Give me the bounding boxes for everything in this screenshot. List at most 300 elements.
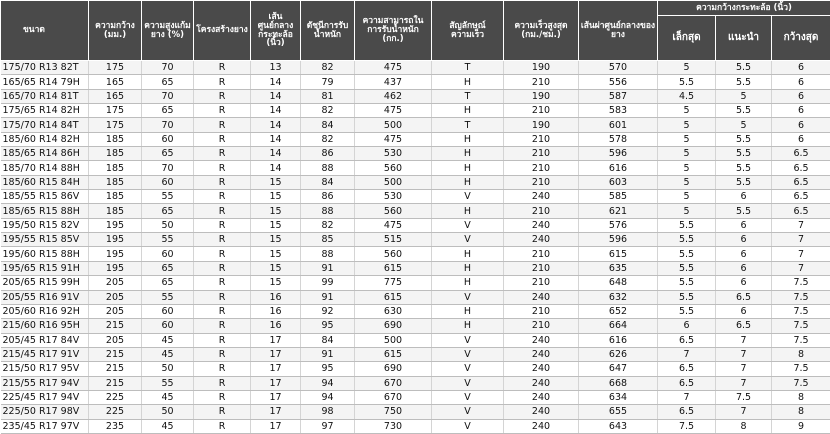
cell-size: 215/60 R16 95H [1, 319, 89, 333]
cell-rim-max: 7.5 [772, 376, 830, 390]
cell-aspect: 50 [142, 218, 194, 232]
cell-rim-diameter: 16 [251, 290, 301, 304]
cell-load-index: 88 [301, 161, 355, 175]
cell-rim-min: 6.5 [658, 333, 716, 347]
table-row [1, 118, 830, 132]
cell-construction: R [194, 175, 251, 189]
cell-size: 215/45 R17 91V [1, 347, 89, 361]
table-row [1, 75, 830, 89]
cell-rim-recommended: 7 [716, 333, 772, 347]
cell-tire-diameter: 652 [579, 304, 658, 318]
cell-size: 205/55 R16 91V [1, 290, 89, 304]
cell-load-index: 91 [301, 347, 355, 361]
cell-aspect: 50 [142, 405, 194, 419]
cell-load-capacity: 750 [355, 405, 432, 419]
cell-construction: R [194, 161, 251, 175]
cell-width: 205 [89, 276, 142, 290]
cell-tire-diameter: 583 [579, 104, 658, 118]
cell-construction: R [194, 405, 251, 419]
cell-rim-recommended: 6 [716, 276, 772, 290]
cell-rim-recommended: 5.5 [716, 175, 772, 189]
cell-aspect: 60 [142, 175, 194, 189]
cell-load-capacity: 475 [355, 218, 432, 232]
cell-rim-max: 7.5 [772, 333, 830, 347]
cell-speed-symbol: V [432, 362, 504, 376]
cell-speed-symbol: H [432, 247, 504, 261]
cell-load-index: 94 [301, 390, 355, 404]
cell-load-index: 84 [301, 118, 355, 132]
cell-rim-recommended: 6 [716, 247, 772, 261]
cell-rim-diameter: 15 [251, 233, 301, 247]
cell-rim-diameter: 17 [251, 419, 301, 433]
cell-tire-diameter: 603 [579, 175, 658, 189]
cell-rim-recommended: 8 [716, 419, 772, 433]
cell-load-capacity: 615 [355, 261, 432, 275]
header-size: ขนาด [1, 1, 89, 61]
cell-rim-max: 7.5 [772, 290, 830, 304]
cell-speed-symbol: T [432, 118, 504, 132]
cell-construction: R [194, 319, 251, 333]
cell-construction: R [194, 118, 251, 132]
cell-speed-symbol: V [432, 290, 504, 304]
cell-rim-max: 7.5 [772, 319, 830, 333]
cell-size: 185/55 R15 86V [1, 190, 89, 204]
cell-aspect: 70 [142, 161, 194, 175]
cell-size: 195/55 R15 85V [1, 233, 89, 247]
cell-construction: R [194, 132, 251, 146]
table-row [1, 218, 830, 232]
cell-rim-max: 6.5 [772, 175, 830, 189]
cell-rim-diameter: 15 [251, 190, 301, 204]
cell-rim-diameter: 15 [251, 175, 301, 189]
cell-rim-diameter: 17 [251, 405, 301, 419]
cell-rim-diameter: 15 [251, 218, 301, 232]
cell-load-capacity: 615 [355, 347, 432, 361]
cell-rim-recommended: 5.5 [716, 61, 772, 75]
header-tire-diameter: เส้นผ่าศูนย์กลางของยาง [579, 1, 658, 61]
cell-rim-recommended: 6 [716, 261, 772, 275]
cell-tire-diameter: 616 [579, 161, 658, 175]
cell-rim-recommended: 5.5 [716, 204, 772, 218]
cell-width: 215 [89, 319, 142, 333]
cell-tire-diameter: 596 [579, 233, 658, 247]
cell-speed-symbol: V [432, 376, 504, 390]
cell-speed-symbol: V [432, 233, 504, 247]
cell-rim-recommended: 5 [716, 118, 772, 132]
cell-load-index: 98 [301, 405, 355, 419]
cell-rim-recommended: 7.5 [716, 390, 772, 404]
cell-rim-max: 7 [772, 261, 830, 275]
cell-rim-min: 4.5 [658, 89, 716, 103]
table-row [1, 190, 830, 204]
table-row [1, 89, 830, 103]
cell-load-capacity: 670 [355, 376, 432, 390]
cell-width: 195 [89, 218, 142, 232]
cell-rim-min: 5 [658, 204, 716, 218]
table-row [1, 104, 830, 118]
cell-width: 185 [89, 190, 142, 204]
cell-rim-max: 7.5 [772, 276, 830, 290]
cell-speed-symbol: V [432, 419, 504, 433]
table-row [1, 204, 830, 218]
table-row [1, 276, 830, 290]
cell-aspect: 45 [142, 419, 194, 433]
cell-aspect: 70 [142, 61, 194, 75]
cell-aspect: 65 [142, 75, 194, 89]
cell-speed-symbol: V [432, 218, 504, 232]
cell-width: 205 [89, 333, 142, 347]
cell-width: 215 [89, 347, 142, 361]
cell-construction: R [194, 218, 251, 232]
cell-load-index: 79 [301, 75, 355, 89]
cell-rim-recommended: 7 [716, 347, 772, 361]
cell-size: 195/50 R15 82V [1, 218, 89, 232]
cell-load-index: 85 [301, 233, 355, 247]
table-row [1, 390, 830, 404]
cell-tire-diameter: 664 [579, 319, 658, 333]
cell-width: 185 [89, 204, 142, 218]
cell-load-capacity: 560 [355, 161, 432, 175]
cell-tire-diameter: 615 [579, 247, 658, 261]
header-load-capacity: ความสามารถในการรับน้ำหนัก (กก.) [355, 1, 432, 61]
cell-rim-min: 5.5 [658, 233, 716, 247]
cell-construction: R [194, 276, 251, 290]
cell-size: 165/70 R14 81T [1, 89, 89, 103]
header-row-top [1, 1, 830, 16]
cell-rim-max: 9 [772, 419, 830, 433]
cell-max-speed: 210 [504, 276, 579, 290]
cell-rim-min: 5 [658, 161, 716, 175]
cell-speed-symbol: H [432, 132, 504, 146]
cell-rim-recommended: 6.5 [716, 290, 772, 304]
cell-max-speed: 240 [504, 233, 579, 247]
cell-rim-diameter: 14 [251, 132, 301, 146]
cell-aspect: 55 [142, 233, 194, 247]
cell-size: 175/65 R14 82H [1, 104, 89, 118]
cell-rim-min: 5.5 [658, 290, 716, 304]
cell-rim-diameter: 15 [251, 276, 301, 290]
cell-rim-min: 5 [658, 175, 716, 189]
cell-width: 235 [89, 419, 142, 433]
cell-rim-diameter: 15 [251, 261, 301, 275]
cell-rim-max: 6.5 [772, 147, 830, 161]
cell-rim-recommended: 5.5 [716, 104, 772, 118]
cell-size: 235/45 R17 97V [1, 419, 89, 433]
cell-size: 185/70 R14 88H [1, 161, 89, 175]
cell-load-index: 91 [301, 290, 355, 304]
cell-rim-max: 8 [772, 405, 830, 419]
cell-size: 225/50 R17 98V [1, 405, 89, 419]
cell-rim-min: 5.5 [658, 247, 716, 261]
cell-max-speed: 190 [504, 118, 579, 132]
cell-size: 225/45 R17 94V [1, 390, 89, 404]
cell-load-capacity: 560 [355, 247, 432, 261]
cell-construction: R [194, 333, 251, 347]
header-rim-max: กว้างสุด [772, 16, 830, 61]
cell-rim-min: 5 [658, 118, 716, 132]
cell-tire-diameter: 634 [579, 390, 658, 404]
cell-max-speed: 240 [504, 376, 579, 390]
cell-load-capacity: 500 [355, 118, 432, 132]
cell-speed-symbol: V [432, 333, 504, 347]
cell-speed-symbol: V [432, 190, 504, 204]
cell-construction: R [194, 304, 251, 318]
cell-rim-min: 5 [658, 147, 716, 161]
cell-tire-diameter: 596 [579, 147, 658, 161]
table-row [1, 132, 830, 146]
cell-width: 175 [89, 61, 142, 75]
cell-max-speed: 240 [504, 333, 579, 347]
cell-load-capacity: 475 [355, 61, 432, 75]
cell-speed-symbol: H [432, 261, 504, 275]
cell-max-speed: 240 [504, 419, 579, 433]
cell-max-speed: 190 [504, 89, 579, 103]
cell-tire-diameter: 655 [579, 405, 658, 419]
cell-tire-diameter: 556 [579, 75, 658, 89]
cell-rim-diameter: 14 [251, 89, 301, 103]
cell-speed-symbol: H [432, 276, 504, 290]
table-row [1, 304, 830, 318]
cell-rim-min: 7 [658, 347, 716, 361]
cell-construction: R [194, 376, 251, 390]
cell-aspect: 70 [142, 89, 194, 103]
cell-speed-symbol: H [432, 75, 504, 89]
table-row [1, 233, 830, 247]
cell-rim-min: 6.5 [658, 362, 716, 376]
cell-rim-diameter: 17 [251, 362, 301, 376]
cell-speed-symbol: H [432, 204, 504, 218]
cell-width: 215 [89, 362, 142, 376]
cell-aspect: 65 [142, 276, 194, 290]
cell-max-speed: 240 [504, 362, 579, 376]
cell-tire-diameter: 632 [579, 290, 658, 304]
cell-rim-min: 5 [658, 104, 716, 118]
cell-load-capacity: 500 [355, 333, 432, 347]
cell-speed-symbol: H [432, 104, 504, 118]
cell-size: 185/65 R14 86H [1, 147, 89, 161]
cell-rim-diameter: 14 [251, 147, 301, 161]
cell-aspect: 65 [142, 147, 194, 161]
cell-rim-max: 7 [772, 218, 830, 232]
cell-aspect: 45 [142, 390, 194, 404]
cell-construction: R [194, 390, 251, 404]
cell-max-speed: 240 [504, 347, 579, 361]
cell-load-capacity: 560 [355, 204, 432, 218]
cell-width: 195 [89, 247, 142, 261]
cell-max-speed: 240 [504, 290, 579, 304]
cell-width: 195 [89, 233, 142, 247]
cell-load-capacity: 437 [355, 75, 432, 89]
cell-load-index: 91 [301, 261, 355, 275]
cell-aspect: 55 [142, 190, 194, 204]
cell-speed-symbol: H [432, 319, 504, 333]
cell-construction: R [194, 347, 251, 361]
cell-load-capacity: 690 [355, 319, 432, 333]
cell-size: 185/60 R14 82H [1, 132, 89, 146]
cell-aspect: 60 [142, 319, 194, 333]
table-row [1, 161, 830, 175]
cell-rim-max: 7 [772, 233, 830, 247]
cell-load-capacity: 500 [355, 175, 432, 189]
cell-rim-recommended: 5 [716, 89, 772, 103]
cell-load-capacity: 475 [355, 132, 432, 146]
cell-rim-diameter: 15 [251, 247, 301, 261]
cell-load-index: 84 [301, 175, 355, 189]
cell-max-speed: 240 [504, 390, 579, 404]
cell-load-capacity: 730 [355, 419, 432, 433]
cell-rim-max: 6 [772, 89, 830, 103]
cell-rim-min: 6.5 [658, 376, 716, 390]
cell-speed-symbol: V [432, 390, 504, 404]
cell-load-index: 94 [301, 376, 355, 390]
cell-load-index: 81 [301, 89, 355, 103]
cell-rim-max: 8 [772, 390, 830, 404]
cell-load-index: 88 [301, 204, 355, 218]
cell-tire-diameter: 570 [579, 61, 658, 75]
cell-rim-diameter: 14 [251, 161, 301, 175]
cell-rim-diameter: 15 [251, 204, 301, 218]
cell-aspect: 45 [142, 347, 194, 361]
cell-rim-min: 6 [658, 319, 716, 333]
cell-size: 205/65 R15 99H [1, 276, 89, 290]
cell-width: 225 [89, 390, 142, 404]
cell-rim-min: 5 [658, 61, 716, 75]
cell-rim-max: 7 [772, 247, 830, 261]
cell-rim-recommended: 5.5 [716, 147, 772, 161]
header-width: ความกว้าง (มม.) [89, 1, 142, 61]
cell-max-speed: 210 [504, 75, 579, 89]
cell-aspect: 65 [142, 104, 194, 118]
cell-construction: R [194, 419, 251, 433]
cell-rim-min: 5 [658, 132, 716, 146]
cell-speed-symbol: H [432, 175, 504, 189]
cell-tire-diameter: 621 [579, 204, 658, 218]
table-header [1, 1, 830, 61]
cell-rim-diameter: 13 [251, 61, 301, 75]
cell-construction: R [194, 290, 251, 304]
cell-tire-diameter: 585 [579, 190, 658, 204]
cell-rim-min: 5.5 [658, 261, 716, 275]
cell-construction: R [194, 147, 251, 161]
cell-load-capacity: 615 [355, 290, 432, 304]
cell-construction: R [194, 104, 251, 118]
cell-rim-diameter: 17 [251, 376, 301, 390]
header-aspect: ความสูงแก้มยาง (%) [142, 1, 194, 61]
cell-aspect: 50 [142, 362, 194, 376]
cell-rim-recommended: 7 [716, 362, 772, 376]
table-row [1, 362, 830, 376]
cell-width: 225 [89, 405, 142, 419]
cell-tire-diameter: 643 [579, 419, 658, 433]
cell-size: 165/65 R14 79H [1, 75, 89, 89]
cell-tire-diameter: 648 [579, 276, 658, 290]
cell-construction: R [194, 362, 251, 376]
header-rim-width-group: ความกว้างกระทะล้อ (นิ้ว) [658, 1, 830, 16]
cell-rim-min: 7 [658, 390, 716, 404]
table-row [1, 247, 830, 261]
cell-rim-recommended: 5.5 [716, 75, 772, 89]
cell-construction: R [194, 247, 251, 261]
cell-construction: R [194, 204, 251, 218]
cell-aspect: 65 [142, 261, 194, 275]
cell-rim-recommended: 6.5 [716, 319, 772, 333]
cell-load-capacity: 690 [355, 362, 432, 376]
cell-load-index: 95 [301, 319, 355, 333]
cell-aspect: 60 [142, 132, 194, 146]
cell-rim-diameter: 17 [251, 347, 301, 361]
cell-load-index: 86 [301, 190, 355, 204]
cell-tire-diameter: 668 [579, 376, 658, 390]
header-rim-diameter: เส้นศูนย์กลางกระทะล้อ (นิ้ว) [251, 1, 301, 61]
cell-rim-max: 7.5 [772, 362, 830, 376]
cell-speed-symbol: V [432, 405, 504, 419]
header-rim-min: เล็กสุด [658, 16, 716, 61]
cell-rim-diameter: 17 [251, 390, 301, 404]
cell-aspect: 45 [142, 333, 194, 347]
table-row [1, 319, 830, 333]
cell-tire-diameter: 587 [579, 89, 658, 103]
cell-size: 205/60 R16 92H [1, 304, 89, 318]
cell-tire-diameter: 616 [579, 333, 658, 347]
cell-load-index: 86 [301, 147, 355, 161]
cell-width: 215 [89, 376, 142, 390]
cell-width: 205 [89, 304, 142, 318]
cell-construction: R [194, 89, 251, 103]
cell-load-index: 95 [301, 362, 355, 376]
cell-rim-max: 6.5 [772, 161, 830, 175]
cell-rim-max: 6 [772, 118, 830, 132]
header-load-index: ดัชนีการรับน้ำหนัก [301, 1, 355, 61]
cell-rim-max: 7.5 [772, 304, 830, 318]
cell-size: 195/65 R15 91H [1, 261, 89, 275]
cell-rim-diameter: 16 [251, 319, 301, 333]
cell-load-capacity: 530 [355, 147, 432, 161]
table-row [1, 347, 830, 361]
table-row [1, 290, 830, 304]
cell-max-speed: 210 [504, 261, 579, 275]
cell-speed-symbol: T [432, 61, 504, 75]
cell-tire-diameter: 601 [579, 118, 658, 132]
cell-load-index: 82 [301, 132, 355, 146]
cell-speed-symbol: H [432, 161, 504, 175]
cell-tire-diameter: 635 [579, 261, 658, 275]
table-row [1, 333, 830, 347]
cell-load-index: 82 [301, 218, 355, 232]
header-construction: โครงสร้างยาง [194, 1, 251, 61]
cell-rim-diameter: 16 [251, 304, 301, 318]
cell-speed-symbol: T [432, 89, 504, 103]
cell-load-capacity: 462 [355, 89, 432, 103]
cell-load-index: 97 [301, 419, 355, 433]
cell-rim-max: 6 [772, 104, 830, 118]
cell-load-index: 84 [301, 333, 355, 347]
cell-rim-diameter: 14 [251, 104, 301, 118]
cell-max-speed: 240 [504, 218, 579, 232]
cell-tire-diameter: 576 [579, 218, 658, 232]
cell-construction: R [194, 261, 251, 275]
table-body [1, 61, 830, 434]
cell-width: 185 [89, 147, 142, 161]
cell-aspect: 65 [142, 204, 194, 218]
cell-load-index: 82 [301, 61, 355, 75]
cell-speed-symbol: H [432, 304, 504, 318]
cell-max-speed: 210 [504, 175, 579, 189]
cell-width: 195 [89, 261, 142, 275]
cell-load-capacity: 775 [355, 276, 432, 290]
cell-load-index: 92 [301, 304, 355, 318]
cell-rim-max: 8 [772, 347, 830, 361]
table-row [1, 147, 830, 161]
